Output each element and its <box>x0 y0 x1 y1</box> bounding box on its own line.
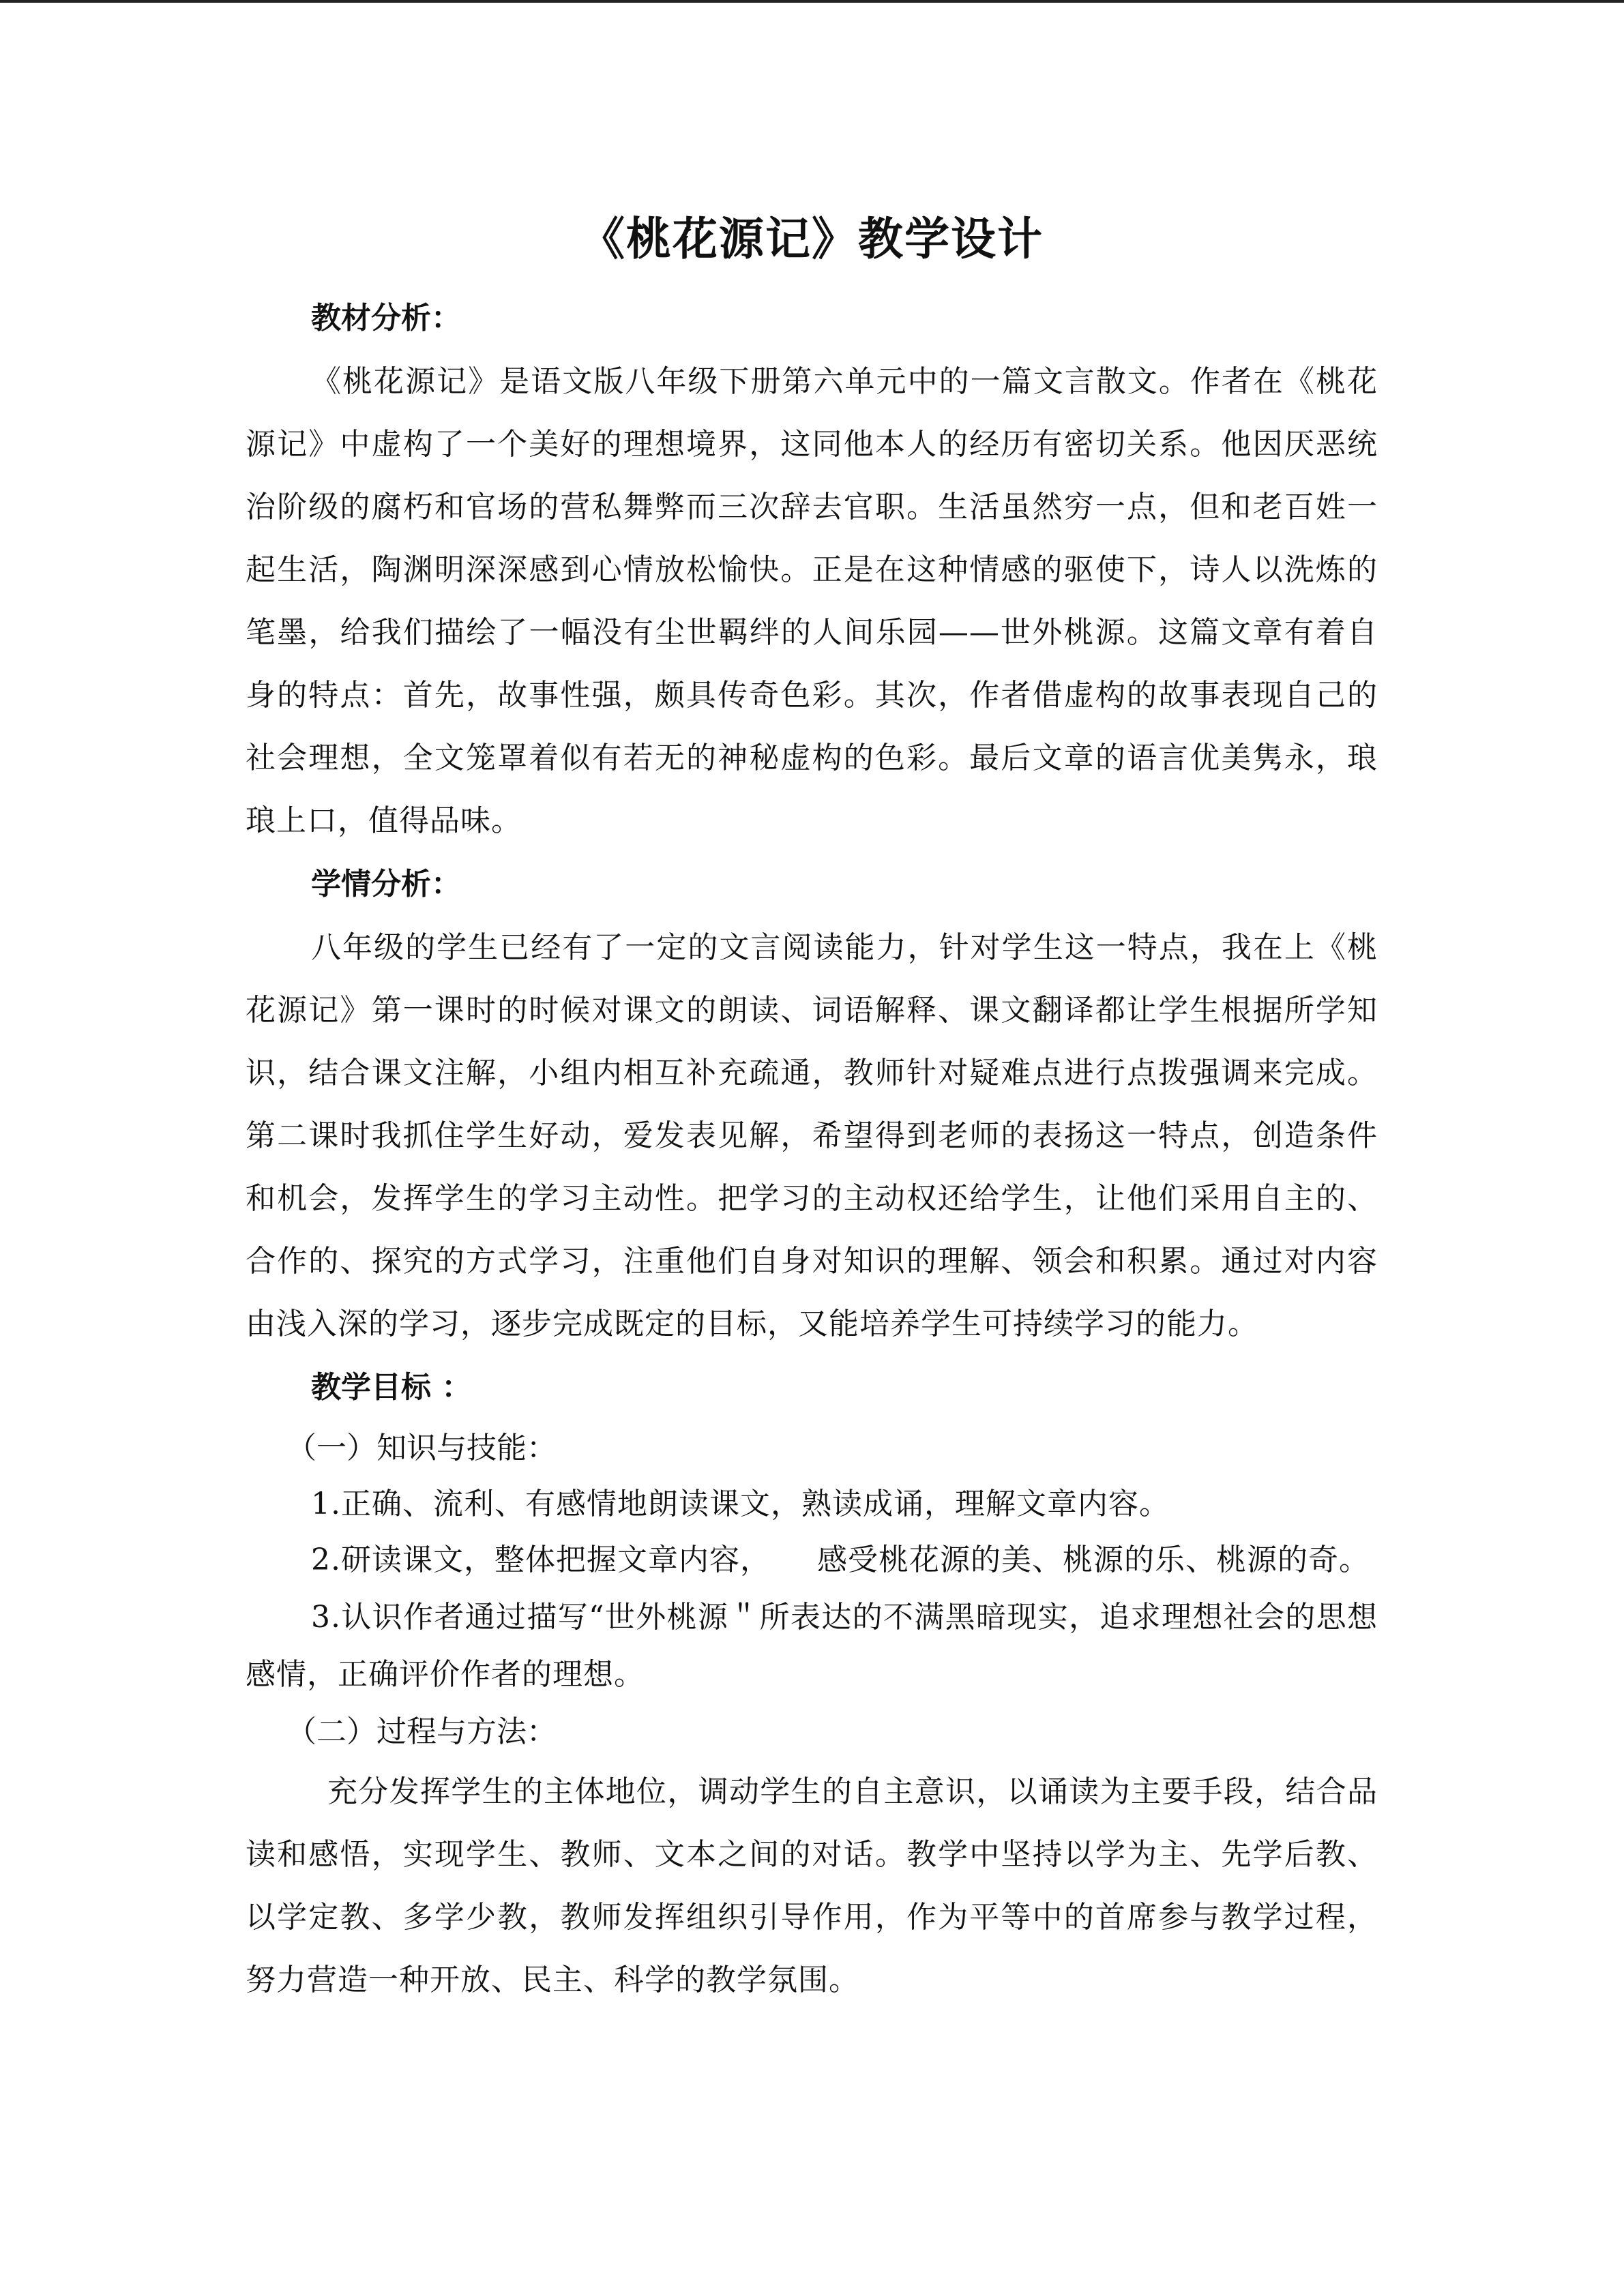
knowledge-skills-label: （一）知识与技能： <box>286 1431 557 1465</box>
student-analysis-heading: 学情分析： <box>311 867 461 901</box>
process-method-text: 充分发挥学生的主体地位，调动学生的自主意识，以诵读为主要手段，结合品读和感悟，实现学生、教师、文本之间的对话。教学中坚持以学为主、先学后教、以学定教、多学少教，教师发挥组织引导作用，作为平等中的首席参与教学过程，努力营造一种开放、民主、科学的教学氛围。 <box>246 1774 1378 1997</box>
goal-item-3: 3.认识作者通过描写“世外桃源＂所表达的不满黑暗现实，追求理想社会的思想感情，正确评价作者的理想。 <box>246 1600 1378 1692</box>
student-analysis-text: 八年级的学生已经有了一定的文言阅读能力，针对学生这一特点，我在上《桃花源记》第一课时的时候对课文的朗读、词语解释、课文翻译都让学生根据所学知识，结合课文注解，小组内相互补充疏通，教师针对疑难点进行点拨强调来完成。第二课时我抓住学生好动，爱发表见解，希望得到老师的表扬这一特点，创造条件和机会，发挥学生的学习主动性。把学习的主动权还给学生，让他们采用自主的、合作的、探究的方式学习，注重他们自身对知识的理解、领会和积累。通过对内容由浅入深的学习，逐步完成既定的目标，又能培养学生可持续学习的能力。 <box>246 930 1378 1341</box>
teaching-goals-section <box>246 1356 1378 2012</box>
process-method-label: （二）过程与方法： <box>286 1714 557 1749</box>
document-page <box>246 205 1378 2012</box>
material-analysis-text: 《桃花源记》是语文版八年级下册第六单元中的一篇文言散文。作者在《桃花源记》中虚构了一个美好的理想境界，这同他本人的经历有密切关系。他因厌恶统治阶级的腐朽和官场的营私舞弊而三次辞去官职。生活虽然穷一点，但和老百姓一起生活，陶渊明深深感到心情放松愉快。正是在这种情感的驱使下，诗人以洗炼的笔墨，给我们描绘了一幅没有尘世羁绊的人间乐园——世外桃源。这篇文章有着自身的特点：首先，故事性强，颇具传奇色彩。其次，作者借虚构的故事表现自己的社会理想，全文笼罩着似有若无的神秘虚构的色彩。最后文章的语言优美隽永，琅琅上口，值得品味。 <box>246 364 1378 838</box>
goal-item-2: 2.研读课文，整体把握文章内容， 感受桃花源的美、桃源的乐、桃源的奇。 <box>311 1542 1370 1577</box>
goal-item-1: 1.正确、流利、有感情地朗读课文，熟读成诵，理解文章内容。 <box>311 1487 1170 1521</box>
page-top-border <box>0 0 1624 3</box>
material-analysis-section <box>246 286 1378 852</box>
document-title: 《桃花源记》教学设计 <box>580 212 1044 265</box>
teaching-goals-heading: 教学目标 ： <box>311 1370 472 1405</box>
material-analysis-heading: 教材分析： <box>311 301 461 336</box>
student-analysis-section <box>246 852 1378 1356</box>
